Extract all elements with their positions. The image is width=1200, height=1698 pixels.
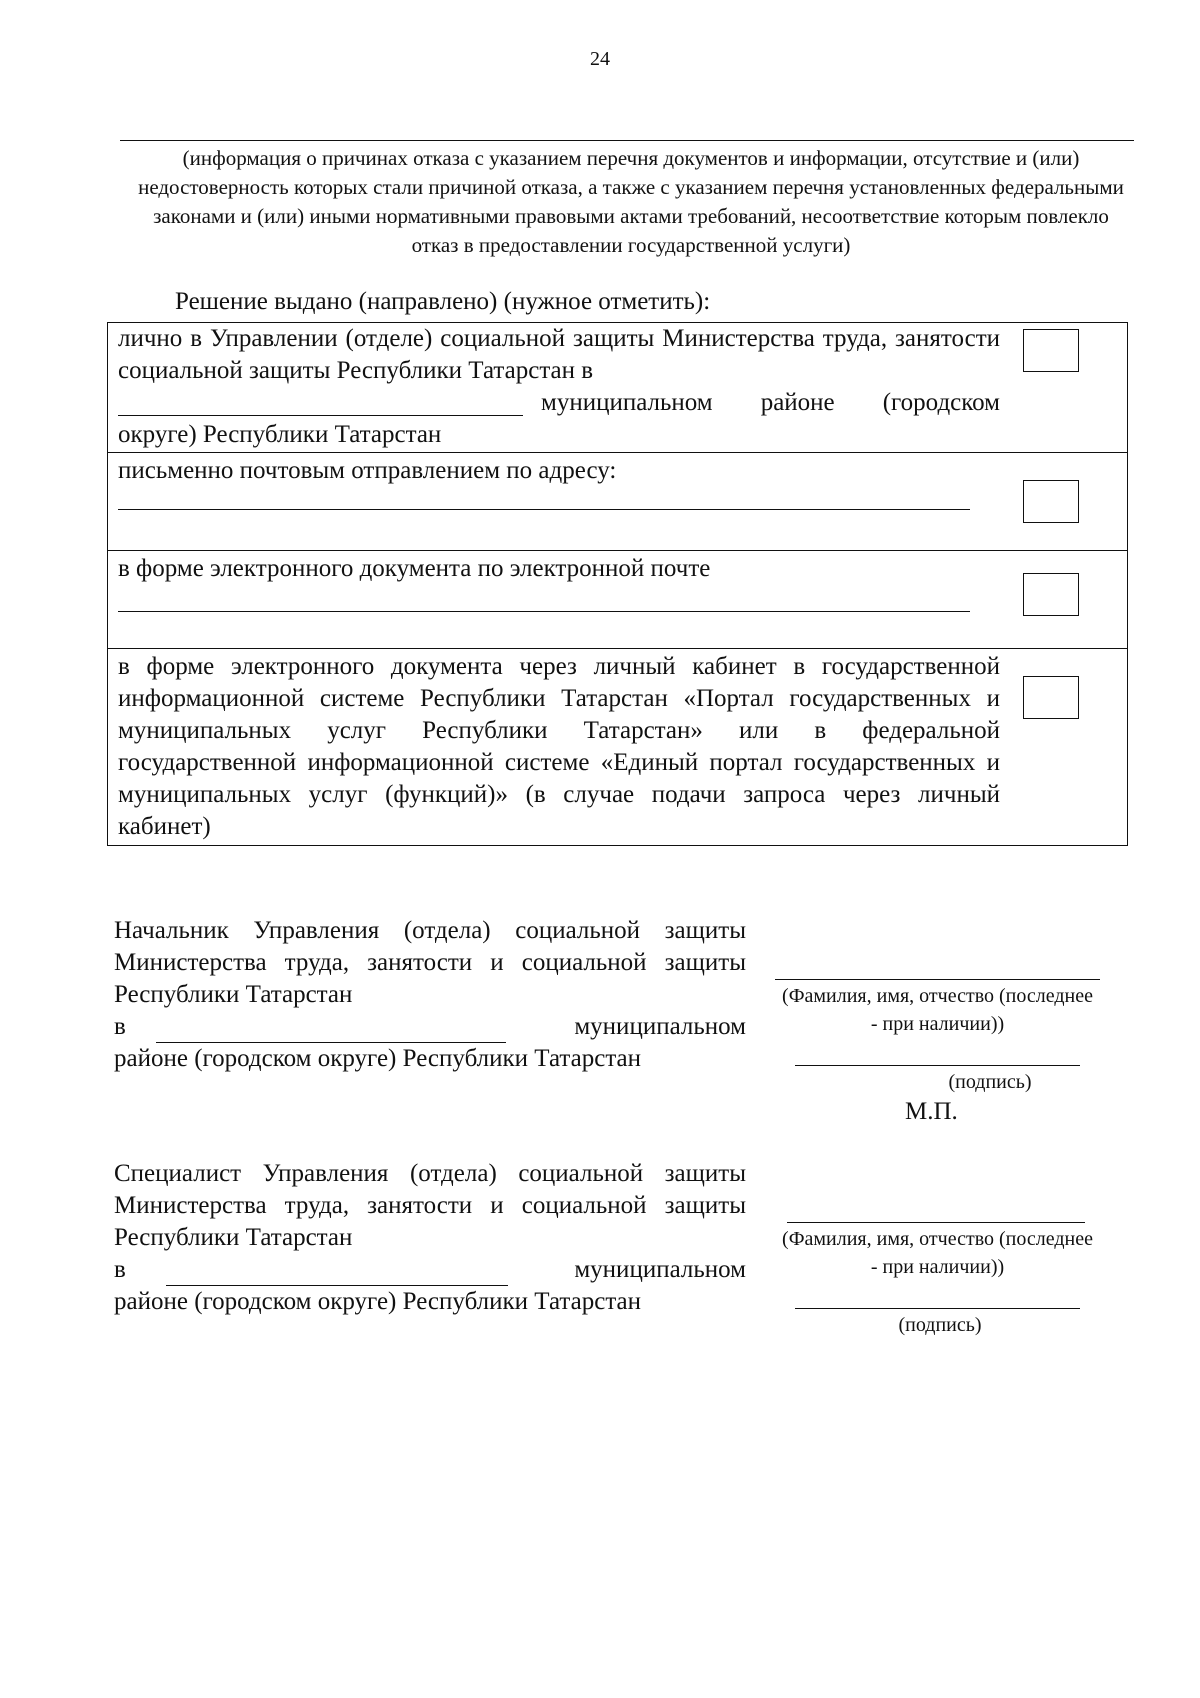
municipality-fill-line[interactable] xyxy=(118,387,523,416)
option-in-person-line2: муниципальном районе (городском xyxy=(541,389,1000,416)
option-by-mail: письменно почтовым отправлением по адресу: xyxy=(118,457,617,484)
option-in-person-line1: лично в Управлении (отделе) социальной защиты Министерства труда, занятости социальной защиты Республики Татарстан в xyxy=(118,325,1000,384)
checkbox-by-email[interactable] xyxy=(1023,573,1079,616)
head-sign-caption: (подпись) xyxy=(948,1071,1032,1093)
option-row-mail xyxy=(108,453,1127,551)
decision-heading: Решение выдано (направлено) (нужное отметить): xyxy=(175,288,711,315)
option-via-portal: в форме электронного документа через личный кабинет в государственной информационной системе Республики Татарстан «Портал государственных и муниципальных услуг Республики Татарстан» или в федеральной государственной информационной системе «Единый портал государственных и муниципальных услуг (функций)» (в случае подачи запроса через личный кабинет) xyxy=(118,653,1000,840)
head-name-caption: (Фамилия, имя, отчество (последнее - при наличии)) xyxy=(782,985,1093,1035)
specialist-suffix: муниципальном xyxy=(574,1256,746,1283)
option-in-person-line3: округе) Республики Татарстан xyxy=(118,421,442,448)
head-line-end: районе (городском округе) Республики Татарстан xyxy=(114,1045,642,1072)
head-signature-title xyxy=(114,915,746,1075)
head-suffix: муниципальном xyxy=(574,1013,746,1040)
option-row-email xyxy=(108,551,1127,649)
specialist-name-caption: (Фамилия, имя, отчество (последнее - при наличии)) xyxy=(782,1228,1093,1278)
checkbox-by-mail[interactable] xyxy=(1023,480,1079,523)
head-name-line[interactable] xyxy=(775,979,1100,980)
option-by-email: в форме электронного документа по электронной почте xyxy=(118,555,711,582)
address-fill-line[interactable] xyxy=(118,509,970,510)
head-title-text: Начальник Управления (отдела) социальной защиты Министерства труда, занятости и социальной защиты Республики Татарстан xyxy=(114,917,746,1008)
reason-caption: (информация о причинах отказа с указанием перечня документов и информации, отсутствие и (или) недостоверность которых стали причиной отказа, а также с указанием перечня установленных федеральными законами и (или) иными нормативными правовыми актами требований, несоответствие которым повлекло отказ в предоставлении государственной услуги) xyxy=(138,146,1124,257)
head-prefix: в xyxy=(114,1013,126,1040)
checkbox-via-portal[interactable] xyxy=(1023,676,1079,719)
delivery-options-table xyxy=(107,322,1128,846)
page-number: 24 xyxy=(590,48,610,70)
specialist-title-text: Специалист Управления (отдела) социальной защиты Министерства труда, занятости и социальной защиты Республики Татарстан xyxy=(114,1160,746,1251)
head-sign-line[interactable] xyxy=(795,1065,1080,1066)
specialist-signature-title xyxy=(114,1158,746,1318)
specialist-sign-line[interactable] xyxy=(795,1308,1080,1309)
option-row-in-person xyxy=(108,323,1127,453)
specialist-line-end: районе (городском округе) Республики Татарстан xyxy=(114,1288,642,1315)
specialist-prefix: в xyxy=(114,1256,126,1283)
option-row-portal xyxy=(108,649,1127,845)
reason-fill-line[interactable] xyxy=(120,140,1134,141)
stamp-placeholder: М.П. xyxy=(905,1098,958,1125)
email-fill-line[interactable] xyxy=(118,611,970,612)
checkbox-in-person[interactable] xyxy=(1023,329,1079,372)
specialist-sign-caption: (подпись) xyxy=(898,1314,982,1336)
specialist-municipality-fill-line[interactable] xyxy=(166,1261,508,1286)
specialist-name-line[interactable] xyxy=(787,1222,1085,1223)
head-municipality-fill-line[interactable] xyxy=(156,1018,506,1043)
